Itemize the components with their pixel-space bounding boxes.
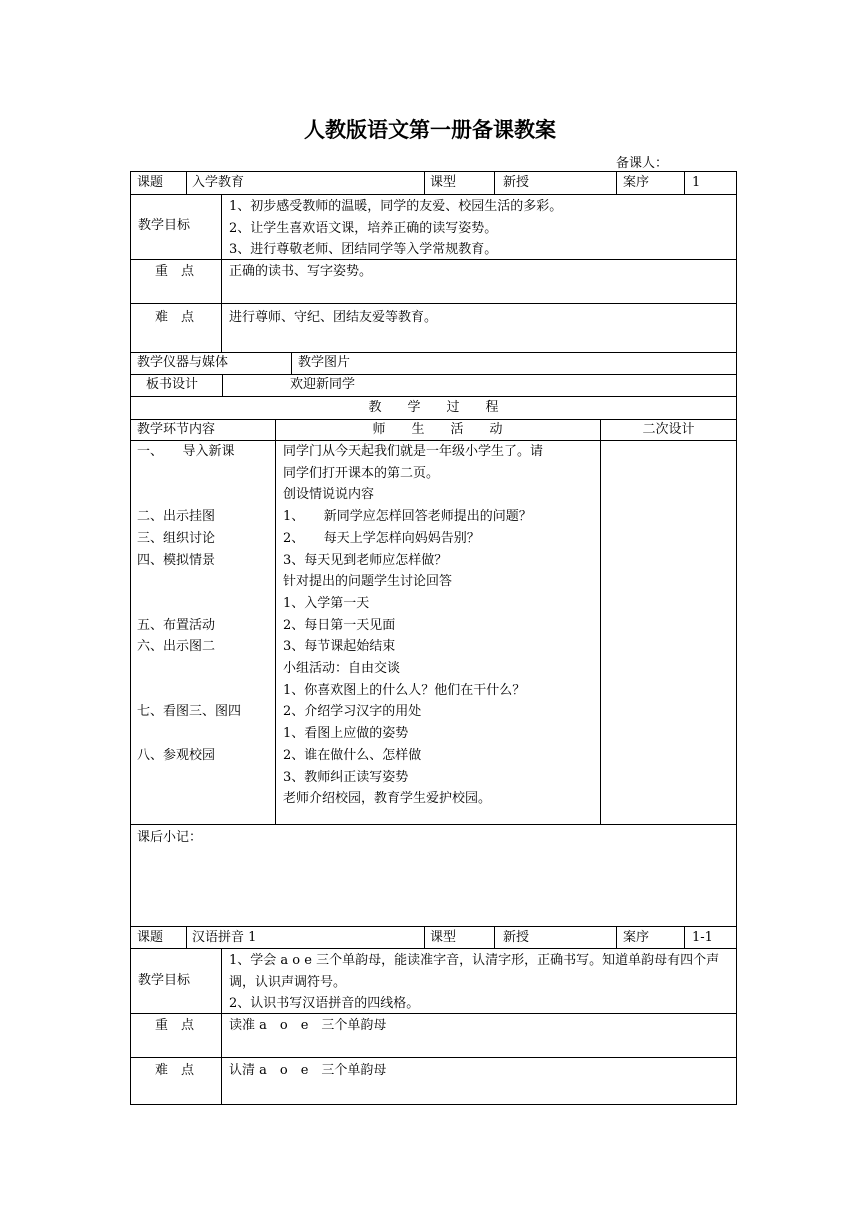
type-value: 新授 bbox=[503, 175, 530, 190]
type-label: 课型 bbox=[430, 175, 457, 190]
goal-item: 1、学会 a o e 三个单韵母，能读准字音，认清字形，正确书写。知道单韵母有四个声调，认识声调符号。 bbox=[229, 953, 720, 990]
media-value: 教学图片 bbox=[298, 355, 351, 370]
section-item: 二、出示挂图 bbox=[137, 509, 216, 525]
rule bbox=[494, 171, 495, 194]
activity-line: 同学门从今天起我们就是一年级小学生了。请 bbox=[283, 444, 544, 459]
activity-line: 2、介绍学习汉字的用处 bbox=[283, 704, 422, 720]
section-item: 四、模拟情景 bbox=[137, 552, 216, 568]
activity-line: 同学们打开课本的第二页。 bbox=[283, 465, 440, 481]
sections-list bbox=[137, 441, 241, 767]
rule bbox=[130, 824, 737, 825]
activity-line: 1、 新同学应怎样回答老师提出的问题？ bbox=[283, 509, 532, 525]
goals-list bbox=[229, 950, 732, 1015]
goal-item: 1、初步感受教师的温暖，同学的友爱、校园生活的多彩。 bbox=[229, 199, 563, 214]
activity-line: 1、看图上应做的姿势 bbox=[283, 726, 409, 742]
rule bbox=[494, 926, 495, 948]
subject-label: 课题 bbox=[137, 930, 164, 945]
activity-line: 针对提出的问题学生讨论回答 bbox=[283, 574, 453, 590]
section-item bbox=[137, 658, 241, 680]
rule bbox=[616, 926, 617, 948]
difficult-point-label: 难 点 bbox=[155, 1063, 195, 1078]
difficult-point-value: 进行尊师、守纪、团结友爱等教育。 bbox=[229, 310, 438, 325]
section-item bbox=[137, 484, 241, 506]
rule bbox=[616, 171, 617, 194]
board-value: 欢迎新同学 bbox=[290, 377, 356, 392]
sequence-label: 案序 bbox=[623, 175, 650, 190]
rule bbox=[424, 171, 425, 194]
difficult-point-label: 难 点 bbox=[155, 310, 195, 325]
rule bbox=[186, 171, 187, 194]
rule bbox=[222, 374, 223, 396]
goals-label: 教学目标 bbox=[138, 218, 191, 233]
sequence-value: 1-1 bbox=[692, 930, 713, 945]
section-item bbox=[137, 571, 241, 593]
rule bbox=[130, 396, 737, 397]
activity-line: 3、每天见到老师应怎样做？ bbox=[283, 552, 448, 568]
goals-label: 教学目标 bbox=[138, 973, 191, 988]
after-class-notes-label: 课后小记： bbox=[137, 830, 203, 845]
activity-line: 2、 每天上学怎样向妈妈告别？ bbox=[283, 530, 480, 546]
column-header-sections: 教学环节内容 bbox=[137, 422, 216, 437]
subject-value: 汉语拼音 1 bbox=[192, 930, 257, 945]
section-item bbox=[137, 593, 241, 615]
activity-line: 老师介绍校园，教育学生爱护校园。 bbox=[283, 791, 492, 807]
column-header-activities: 师 生 活 动 bbox=[372, 422, 503, 437]
rule bbox=[684, 171, 685, 194]
section-item bbox=[137, 723, 241, 745]
activity-line: 3、每节课起始结束 bbox=[283, 639, 396, 655]
section-item: 一、 导入新课 bbox=[137, 444, 235, 459]
activity-line: 1、入学第一天 bbox=[283, 595, 370, 611]
section-item bbox=[137, 463, 241, 485]
rule bbox=[600, 419, 601, 824]
activity-line: 3、教师纠正读写姿势 bbox=[283, 769, 409, 785]
key-point-label: 重 点 bbox=[155, 1018, 195, 1033]
subject-label: 课题 bbox=[137, 175, 164, 190]
document-title: 人教版语文第一册备课教案 bbox=[304, 118, 556, 142]
type-value: 新授 bbox=[503, 930, 530, 945]
activity-line: 1、你喜欢图上的什么人？他们在干什么？ bbox=[283, 682, 526, 698]
section-item: 七、看图三、图四 bbox=[137, 704, 242, 720]
rule bbox=[424, 926, 425, 948]
activity-line: 创设情说说内容 bbox=[283, 487, 375, 503]
process-header: 教 学 过 程 bbox=[368, 400, 499, 415]
rule bbox=[684, 926, 685, 948]
goal-item: 3、进行尊敬老师、团结同学等入学常规教育。 bbox=[229, 242, 498, 258]
key-point-value: 读准 a o e 三个单韵母 bbox=[229, 1018, 387, 1033]
rule bbox=[221, 194, 222, 352]
preparer-label: 备课人： bbox=[616, 156, 669, 171]
section-item: 五、布置活动 bbox=[137, 617, 216, 633]
column-header-redesign: 二次设计 bbox=[642, 422, 695, 437]
section-item: 三、组织讨论 bbox=[137, 530, 216, 546]
activity-line: 2、每日第一天见面 bbox=[283, 617, 396, 633]
activity-line: 小组活动：自由交谈 bbox=[283, 661, 401, 677]
rule bbox=[291, 352, 292, 374]
activities-list bbox=[283, 441, 543, 810]
activity-line: 2、谁在做什么、怎样做 bbox=[283, 747, 422, 763]
board-label: 板书设计 bbox=[146, 377, 199, 392]
section-item bbox=[137, 680, 241, 702]
section-item: 六、出示图二 bbox=[137, 639, 216, 655]
key-point-value: 正确的读书、写字姿势。 bbox=[229, 264, 373, 279]
rule bbox=[186, 926, 187, 948]
subject-value: 入学教育 bbox=[192, 175, 245, 190]
media-label: 教学仪器与媒体 bbox=[137, 355, 229, 370]
goal-item: 2、认识书写汉语拼音的四线格。 bbox=[229, 996, 420, 1012]
difficult-point-value: 认清 a o e 三个单韵母 bbox=[229, 1063, 387, 1078]
goal-item: 2、让学生喜欢语文课，培养正确的读写姿势。 bbox=[229, 220, 498, 236]
rule bbox=[221, 948, 222, 1105]
type-label: 课型 bbox=[430, 930, 457, 945]
key-point-label: 重 点 bbox=[155, 264, 195, 279]
sequence-label: 案序 bbox=[623, 930, 650, 945]
rule bbox=[275, 419, 276, 824]
sequence-value: 1 bbox=[692, 175, 701, 190]
section-item: 八、参观校园 bbox=[137, 747, 216, 763]
goals-list bbox=[229, 196, 562, 261]
